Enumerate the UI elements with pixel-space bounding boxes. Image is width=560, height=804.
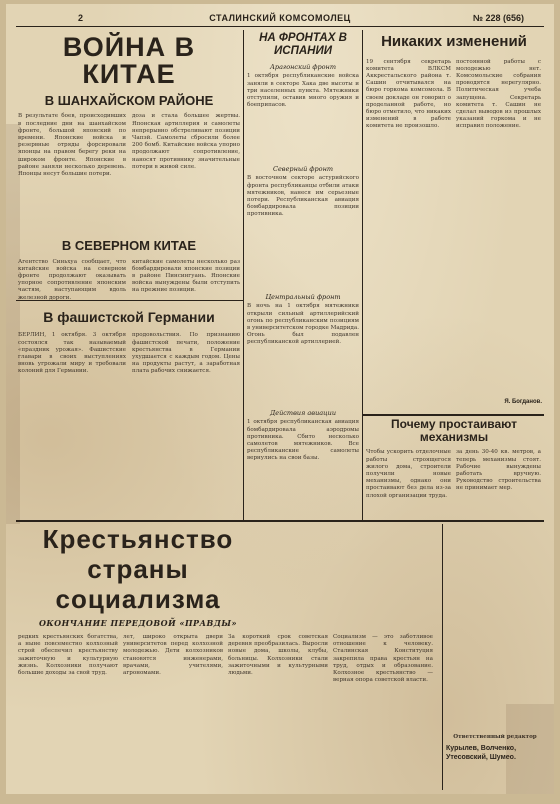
no-changes-col2: постоянной работы с молодежью нет. Комсомольские собрания проводятся нерегулярно. Политическая учеба запущена. Секретарь комитета т. Сашин не сделал выводов из прошлых указаний горкома и не исправил положение. bbox=[456, 58, 541, 130]
aragon-front-rubric: Арагонский фронт bbox=[269, 63, 336, 72]
central-front-text: В ночь на 1 октября мятежники открыли сильный артиллерийский огонь по республиканским позициям в университетском городке Мадрида. Огонь был подавлен республиканской артиллерией. bbox=[247, 303, 359, 346]
peasantry-col2: лет, широко открыта двери университетов перед колхозной молодежью. Дети колхозников становятся инженерами, врачами, учителями, агрономами. bbox=[123, 634, 223, 677]
no-changes-col1: 19 сентября секретарь комитета ВЛКСМ Аккрестальского района т. Сашин отчитывался на бюро горкома комсомола. В своем докладе он говорил о проделанной работе, но бюро отметило, что никаких изменений в работе комитета не произошло. bbox=[366, 58, 451, 130]
peasantry-subtitle: ОКОНЧАНИЕ ПЕРЕДОВОЙ «ПРАВДЫ» bbox=[38, 618, 238, 628]
north-front-text: В восточном секторе астурийского фронта республиканцы отбили атаки мятежников, нанеся им серьезные потери. Республиканская авиация бомбардировала позиции противника. bbox=[247, 175, 359, 218]
page-number: 2 bbox=[78, 13, 84, 23]
aviation-text: 1 октября республиканская авиация бомбардировала аэродромы противника. Сбито несколько самолетов мятежников. Все республиканские самолеты вернулись на свои базы. bbox=[247, 419, 359, 462]
aviation-rubric: Действия авиации bbox=[269, 409, 337, 418]
mechanisms-title: Почему простаивают механизмы bbox=[391, 418, 517, 445]
germany-article bbox=[18, 304, 240, 518]
war-china-col1: В результате боев, происходивших в последние дни на шанхайском фронте, большой японский по времени. Японские войска и резервные отряды форсировали японцы на правом берегу реки на широком фронте. Японские в районе заняли несколько деревень. Японцы несут большие потери. bbox=[18, 113, 126, 177]
issue-number: № 228 (656) bbox=[472, 13, 524, 23]
shanghai-subtitle: В ШАНХАЙСКОМ РАЙОНЕ bbox=[44, 93, 214, 108]
north-china-subtitle: В СЕВЕРНОМ КИТАЕ bbox=[61, 238, 197, 254]
germany-col2: продовольствия. По признанию фашистской печати, положение крестьянства в Германии ухудшается с каждым годом. Цены на продукты растут, а заработная плата рабочих снижается. bbox=[132, 332, 240, 375]
central-front-rubric: Центральный фронт bbox=[265, 293, 341, 302]
germany-col1: БЕРЛИН, 1 октября. 3 октября состоялся так называемый «праздник урожая». Фашистские главари в своих выступлениях вновь угрожали миру и требовали колоний для Германии. bbox=[18, 332, 126, 375]
peasantry-title: Крестьянство страны социализма bbox=[42, 524, 234, 614]
war-china-article bbox=[18, 32, 240, 300]
germany-title: В фашистской Германии bbox=[43, 309, 215, 325]
north-china-col2: китайские самолеты несколько раз бомбардировали японские позиции в районе Пинсингуань. Японские войска вынуждены были отступить на прежние позиции. bbox=[132, 258, 240, 294]
spain-article bbox=[247, 32, 359, 518]
peasantry-col1: редких крестьянских богатства, а ныне повсеместно колхозный строй обеспечил крестьянству зажиточную и культурную жизнь. Колхозники получают большие доходы за свой труд. bbox=[18, 634, 118, 677]
war-china-col2: доза и стала большее жертвы. Японская артиллерия и самолеты непрерывно обстреливают позиции Чапэй. Самолеты сбросили более 200 бомб. Китайские войска упорно продолжают сопротивление, наносят противнику значительные потери в живой силе. bbox=[132, 113, 240, 170]
mechanisms-article bbox=[366, 418, 542, 518]
mechanisms-col2: за день 30-40 кв. метров, а теперь механизмы стоят. Рабочие вынуждены работать вручную. Руководство строительства не принимает мер. bbox=[456, 449, 541, 492]
aragon-front-text: 1 октября республиканские войска заняли в секторе Хака две высоты и три населенных пункта. Мятежники отступили, оставив много оружия и боеприпасов. bbox=[247, 73, 359, 109]
staff-heading: Ответственный редактор bbox=[453, 734, 537, 740]
north-front-rubric: Северный фронт bbox=[272, 165, 334, 174]
war-china-title: ВОЙНА В КИТАЕ bbox=[62, 32, 196, 89]
masthead bbox=[16, 12, 544, 27]
newspaper-name: СТАЛИНСКИЙ КОМСОМОЛЕЦ bbox=[209, 13, 351, 23]
no-changes-signature: Я. Богданов. bbox=[504, 398, 542, 405]
staff-names: Курылев, Волченко, Утесовский, Шумео. bbox=[446, 745, 517, 762]
peasantry-col3: За короткий срок советская деревня преобразилась. Выросли новые дома, школы, клубы, больницы. Колхозники стали зажиточными и культурными людьми. bbox=[228, 634, 328, 677]
peasantry-col4: Социализм — это заботливое отношение к человеку. Сталинская Конституция закрепила права крестьян на труд, отдых и образование. Колхозное крестьянство — верная опора советской власти. bbox=[333, 634, 433, 684]
newspaper-page bbox=[6, 4, 554, 794]
spain-title: НА ФРОНТАХ В ИСПАНИИ bbox=[259, 32, 347, 58]
peasantry-article bbox=[18, 524, 438, 790]
north-china-col1: Агентство Синьхуа сообщает, что китайские войска на северном фронте продолжают оказывать упорное сопротивление японским частям, наступающим вдоль железной дороги. bbox=[18, 258, 126, 300]
no-changes-article bbox=[366, 32, 542, 412]
no-changes-title: Никаких изменений bbox=[381, 33, 527, 50]
mechanisms-col1: Чтобы ускорить отделочные работы строящегося жилого дома, строители получили новые механизмы, однако они простаивают без дела из-за плохой организации труда. bbox=[366, 449, 451, 499]
